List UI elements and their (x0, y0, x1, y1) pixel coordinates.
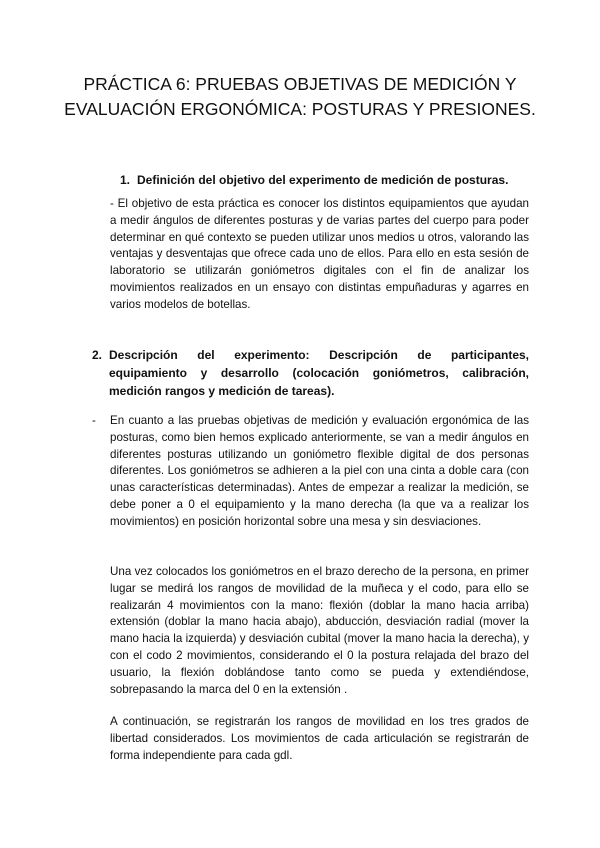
section-2-paragraph-3: A continuación, se registrarán los rangos de movilidad en los tres grados de libertad considerados. Los movimientos de cada articulación se registrarán de forma independiente para cada gdl. (110, 715, 529, 762)
section-1-paragraph: - El objetivo de esta práctica es conocer los distintos equipamientos que ayudan a medir ángulos de diferentes posturas y de varias partes del cuerpo para poder determinar en qué contexto se pueden utilizar unos medios u otros, valorando las ventajas y desventajas que ofrece cada uno de ellos. Para ello en esta sesión de laboratorio se utilizarán goniómetros digitales con el fin de analizar los movimientos realizados en un ensayo con distintas empuñaduras y agarres en varios modelos de botellas. (110, 197, 529, 311)
list-dash-marker: - (92, 414, 96, 427)
section-2-number: 2. (92, 348, 103, 362)
document-title: PRÁCTICA 6: PRUEBAS OBJETIVAS DE MEDICIÓN Y EVALUACIÓN ERGONÓMICA: POSTURAS Y PRESIONES. (64, 74, 536, 119)
section-2-paragraph-2: Una vez colocados los goniómetros en el brazo derecho de la persona, en primer lugar se medirá los rangos de movilidad de la muñeca y el codo, para ello se realizarán 4 movimientos con la mano: flexión (doblar la mano hacia arriba) extensión (doblar la mano hacia abajo), abducción, desviación radial (mover la mano hacia la izquierda) y desviación cubital (mover la mano hacia la derecha), y con el codo 2 movimientos, considerando el 0 la postura relajada del brazo del usuario, la flexión doblándose tanto como se pueda y extendiéndose, sobrepasando la marca del 0 en la extensión . (110, 565, 529, 696)
section-1-heading-text: Definición del objetivo del experimento de medición de posturas. (137, 173, 509, 187)
section-2-heading-text: Descripción del experimento: Descripción de participantes, equipamiento y desarrollo (colocación goniómetros, calibración, medición rangos y medición de tareas). (109, 348, 529, 398)
section-2-paragraph-1: En cuanto a las pruebas objetivas de medición y evaluación ergonómica de las posturas, como bien hemos explicado anteriormente, se van a medir ángulos en diferentes posturas utilizando un goniómetro flexible digital de dos personas diferentes. Los goniómetros se adhieren a la piel con una cinta a doble cara (con unas características determinadas). Antes de empezar a realizar la medición, se debe poner a 0 el equipamiento y la mano derecha (la que va a realizar los movimientos) en posición horizontal sobre una mesa y sin desviaciones. (110, 414, 529, 528)
section-1-number: 1. (120, 173, 131, 187)
section-2-heading (92, 346, 529, 400)
section-1-heading (120, 171, 540, 189)
